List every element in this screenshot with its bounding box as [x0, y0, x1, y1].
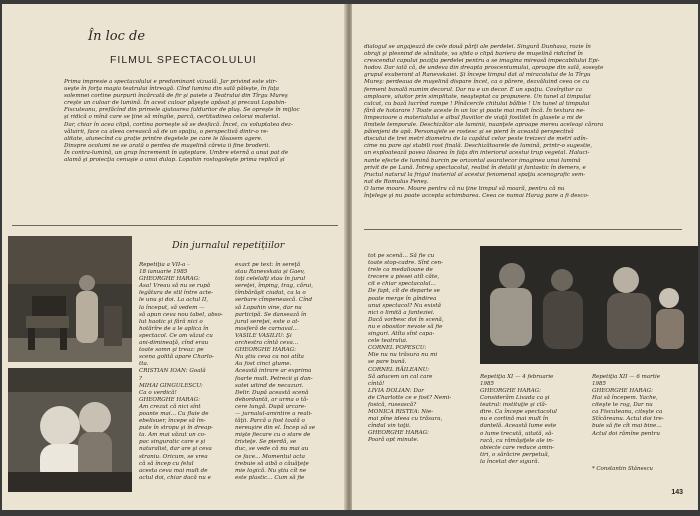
- article-continuation-line: limitele temporale. Deschizător ale luminii, nuanţele aproape mereu aceleaşi cărora: [364, 122, 604, 129]
- article-body-line: ueşte în forţa magia teatrului întreagă. Cînd lumina din sală păleşte, în faţa: [64, 86, 279, 93]
- section-title: Din jurnalul repetițiilor: [172, 240, 285, 251]
- right-column-a-line: CORNEL RĂILEANU:: [368, 366, 430, 373]
- diary-column-a-line: le unu şi doi. La actul II,: [139, 297, 209, 304]
- diary-column-b-line: Nu ştiu ceva ca noi atîta: [235, 354, 305, 361]
- article-continuation-line: amploare, uluitor prin simplitate, neaşteptat ca propunere. Un tunel al timpului: [364, 93, 591, 100]
- right-column-b-line: GHEORGHE HARAG:: [480, 388, 541, 394]
- diary-column-b-line: tristeţe. Se pierdă, se: [235, 439, 297, 446]
- diary-column-a-line: ebelisuer, începe să îm-: [139, 418, 206, 425]
- article-continuation-line: hodov. Dar iată că, de undeva din dreapta prosceniumului, aproape din sală, soseşte: [364, 65, 604, 72]
- right-column-b-line: racă, cu rămăşiţele ale in-: [480, 437, 554, 444]
- article-continuation-line: crescendul capului poziţia perdelei pentru a se imagina mireasă impecabilului Epi-: [364, 58, 600, 65]
- right-column-c-line: ca Fiscuteanu, citeşte ca: [592, 409, 663, 416]
- right-column-c: [592, 388, 684, 438]
- article-continuation-line: limpezioare a materialului e albul fluviilor de viaţă fosilitet în glasele a mi de: [364, 114, 583, 121]
- diary-column-a-line: poante mai... Cu fluie de: [139, 410, 209, 417]
- diary-column-b-line: Au fost cinci glume.: [235, 361, 292, 368]
- diary-column-b-line: exact pe text: în sereţă: [235, 262, 301, 268]
- diary-column-a-line: MIHAI GINGULESCU:: [139, 382, 203, 389]
- diary-column-a-line: naturalist, dar are şi ceva: [139, 446, 212, 453]
- right-column-a-line: trele ca medalioane de: [368, 267, 433, 274]
- signature: * Constantin Stănescu: [592, 466, 653, 472]
- right-column-a-line: tot pe scenă... Să fie cu: [368, 253, 435, 259]
- article-continuation-line: privit de pe Lună. Întreg spectacolul, realist în detalii şi fantastic în demers, e: [364, 164, 586, 171]
- article-body-line: solemnei cortine purpurii încărcată de fir şi paiete a Teatrului din Tîrgu Mureş: [64, 93, 288, 100]
- diary-column-b-line: GHEORGHE HARAG:: [235, 347, 296, 354]
- article-continuation-line: Mureş: perdeaua de muşelină dispare încet, ca o părere, dezvăluind ceea ce cu: [364, 79, 590, 86]
- right-column-c-header: [592, 374, 684, 388]
- right-column-c-header-line: 1985: [592, 381, 606, 387]
- right-column-b-line: nu e cortină mai mult în: [480, 416, 549, 423]
- diary-column-a: [139, 262, 229, 482]
- section-divider-right: [364, 229, 682, 230]
- article-continuation-line: nante efecte de lumină burcin pe orizontal asuratecor imaginea unui lumină: [364, 157, 581, 164]
- diary-column-b-line: toţi celelalţi stau în jurul: [235, 276, 306, 283]
- diary-column-b-line: VASILE VASILIU: Şi: [235, 332, 292, 339]
- diary-column-a-line: la început, să vedem —: [139, 304, 205, 311]
- right-column-b-line: o lume trecută, uitată, să-: [480, 430, 554, 437]
- article-continuation-line: culcat, cu bază lucrînd rampe ! Pînăcercle chitului bălbie ! Un tunel al timpului: [364, 100, 590, 107]
- diary-column-b-line: participă. Se dansează în: [235, 311, 307, 318]
- article-continuation-line: fructul naturul la frigul inuterial al acestui fenomenal spaţiu scenografic sem-: [364, 171, 586, 178]
- rehearsal-photo-right: [480, 246, 698, 364]
- right-column-a-line: cit e chiar spectacolul...: [368, 281, 436, 288]
- article-continuation-line: cime nu pare aşi stabili rost finală. Deschizătoarele de lumină, printr-o sugestie,: [364, 143, 593, 150]
- right-column-a-line: singuri. Atîta sînt capa-: [368, 331, 435, 338]
- rehearsal-photo-bottom-image: [8, 368, 132, 492]
- diary-column-a-line: tta.: [139, 361, 149, 368]
- article-continuation-line: fără de hotarare ! Toate aceste în un loc şi poate mai mult încă. În textura ne-: [364, 107, 585, 114]
- article-body-line: Fiscuteanu, prefăcînd din primele ajutoarea falduriior de pluş. Se opreşte în mijloc: [64, 107, 300, 114]
- right-column-b-line: tiri, o sărăcire perpetuă,: [480, 451, 550, 458]
- right-column-b-line: la încetat der sigură.: [480, 458, 540, 465]
- diary-column-a-line: legătura de stil între acte-: [139, 290, 214, 297]
- left-page: [2, 4, 346, 510]
- article-body-line: În contra-lumină, un grup încremenit în aşteptare. Umbre eternă a unui pat de: [64, 149, 289, 156]
- article-body-line: creşte un culoar de lumină. În acest culoar păşeşte apăsat şi precaut Lopahin-: [64, 100, 287, 107]
- article-kicker: În loc de: [88, 29, 146, 44]
- diary-column-a-line: scena golită apare Charlo-: [139, 354, 214, 361]
- right-column-c-line: buie să fie cît mai bine...: [592, 423, 662, 430]
- diary-column-a-line: ani-dimineaţă, cînd erau: [139, 340, 209, 347]
- right-column-a-line: unui spectacol? Nu există: [368, 302, 441, 309]
- article-headline: FILMUL SPECTACOLULUI: [110, 54, 257, 66]
- article-body-line: Prima impresie a spectacolului e predominant vizuală. Jar privind este stir-: [64, 79, 278, 85]
- article-body-line: văluirii, face ca aleea cerească să de un spaţiu, o perspectivă dintr-o re-: [64, 128, 269, 135]
- article-body: [64, 79, 322, 164]
- diary-column-a-line: Ca o verdică!: [139, 389, 177, 396]
- right-column-c-line: GHEORGHE HARAG:: [592, 388, 653, 394]
- diary-column-a-line: spectacol. Ce am văzut cu: [139, 332, 213, 339]
- right-column-b: [480, 388, 586, 466]
- diary-column-b-line: mişte fiecare cu o stare de: [235, 432, 311, 439]
- diary-column-a-line: pute în stropu şi în dreap-: [139, 425, 213, 432]
- section-divider: [12, 225, 338, 226]
- diary-column-b-line: să Lopahin vine, dar nu: [235, 304, 302, 311]
- right-column-a-line: De fapt, cît de departe se: [368, 288, 440, 295]
- diary-column-a-line: ta. Am mai văzut un co-: [139, 432, 206, 439]
- rehearsal-photo-bottom: [8, 368, 132, 492]
- right-column-a-line: MONICA RISTEA: Nie-: [368, 409, 434, 416]
- right-column-c-line: Hai să începem. Yache,: [592, 395, 658, 402]
- diary-column-a-line: pac singuratic care e şi: [139, 439, 206, 446]
- diary-column-b-line: serbare cîmpenească. Cînd: [235, 297, 313, 304]
- rehearsal-photo-top-image: [8, 236, 132, 362]
- right-column-c-line: citeşte te rog, Dar nu: [592, 402, 653, 409]
- diary-column-b-line: nereuşire din el. Încep să se: [235, 425, 316, 432]
- diary-column-a-line: hotărîre de a le aplica în: [139, 325, 209, 332]
- diary-column-a-line: că să încep cu felul: [139, 460, 194, 467]
- diary-column-b-line: cere lungă. După urcare-: [235, 403, 307, 410]
- article-body-line: alamă şi proiecţia cenuşie a unui dulap. Lopahin rostogoleşte prima replică şi: [64, 157, 285, 164]
- article-continuation-line: discului de trei metri diametru de la capătul celor peste treizeci de metri adîn-: [364, 136, 588, 143]
- diary-column-b-line: trebuie să aibă o căuăţeţe: [235, 460, 309, 467]
- right-column-a-line: Să aducem un cal care: [368, 373, 433, 380]
- right-column-a: [368, 253, 470, 445]
- right-column-a-line: se pare bună.: [368, 359, 407, 366]
- right-column-c-line: Actul doi rămîne pentru: [592, 430, 660, 437]
- right-column-a-line: CORNEL POPESCU:: [368, 345, 427, 352]
- diary-column-b-line: — jurnalul-amintire a reali-: [235, 410, 313, 417]
- right-column-a-line: Poară opt minute.: [368, 437, 419, 444]
- article-body-line: alitate, alunecînd cu grație printre degetele pe care le lăsasem agere.: [64, 135, 263, 142]
- right-column-b-line: dantelă. Această lume este: [480, 423, 557, 430]
- right-column-a-line: Dacă vorbesc doi în scenă,: [368, 316, 444, 323]
- article-body-line: Dinspre ocolumi ne se arată o perdea de muşelină căreia ii fine broderii.: [64, 142, 271, 149]
- right-column-a-line: cele teatrului.: [368, 338, 408, 345]
- right-column-b-header: [480, 374, 586, 388]
- article-continuation-line: un exploatează pavea lăsarea în faţa din interiorul acestui trup vegetal. Haluci-: [364, 150, 590, 157]
- diary-column-b-line: mosferă de carnaval...: [235, 325, 299, 332]
- diary-column-a-line: CRISTIAN IOAN: Goală: [139, 368, 206, 375]
- diary-column-b: [235, 262, 338, 482]
- diary-column-a-line: GHEORGHE HARAG:: [139, 276, 200, 283]
- right-column-a-line: Mie nu nu trăsura nu mi: [368, 352, 438, 359]
- article-continuation-line: obraji şi plesnind de sănătate, va sfida o clipă bariera de muşelină ridicînd în: [364, 51, 583, 58]
- diary-column-b-line: debordantă, ar urma o tă-: [235, 396, 309, 403]
- diary-column-b-line: tîmbărăşit ciudat, ca la o: [235, 290, 306, 297]
- article-continuation-line: înţelege şi nu poate accepta schimbarea. Ceea ce numai Harag pare a fi desco-: [364, 192, 589, 199]
- diary-column-a-line: straniu. Oricum, se vrea: [139, 453, 208, 460]
- article-continuation-line: nat de Romulus Feneş.: [364, 178, 429, 185]
- diary-column-b-line: jurul sereţei, este o at-: [235, 318, 300, 325]
- article-continuation-line: grupul exuberant al Ranevskaiei. Şi începe timpul dat al miracolului de la Tîrgu: [364, 72, 591, 79]
- article-continuation-line: ferment banală numim decorul. Dar nu e un decor. E un spaţiu. Covîrşitor ca: [364, 86, 583, 93]
- right-column-c-line: Stîcăreanu. Actul doi tre-: [592, 416, 664, 423]
- right-column-a-line: LIVIA DOLIAN: Dar: [368, 387, 424, 394]
- diary-column-a-line: ?: [139, 375, 142, 382]
- diary-column-b-line: mie logică. Nu ştiu cît ne: [235, 467, 307, 474]
- diary-column-b-line: duc, se vede că nu mai au: [235, 446, 309, 453]
- right-column-a-line: nici o limită a fanteziei.: [368, 309, 435, 316]
- article-continuation-line: păienjeni de apă. Personajele se rostesc şi se pierd în această perspectivă: [364, 129, 574, 136]
- right-column-b-line: teatrul: instituţie şi clă-: [480, 402, 547, 409]
- right-column-b-header-line: Repetiţia XI — 4 februarie: [480, 374, 554, 380]
- right-column-b-line: dire. Ca începe spectacolul: [480, 409, 557, 416]
- right-column-a-line: toate stop-cadre. Sînt cen-: [368, 260, 444, 267]
- diary-column-b-line: foarte mult. Petrecii şi dan-: [235, 375, 313, 382]
- diary-column-b-line: Această intrare ar exprima: [235, 368, 312, 375]
- diary-column-a-line: lut haotic şi fără nici o: [139, 318, 203, 325]
- right-column-a-line: cîndul vin toţii.: [368, 423, 411, 430]
- diary-column-a-line: actul doi, chiar dacă nu e: [139, 474, 211, 481]
- article-continuation-line: dialogul se angajează de cele două părţi ale perdelei. Singură Dunhasa, rozie în: [364, 44, 591, 50]
- article-continuation: [364, 44, 682, 200]
- right-column-b-header-line: 1985: [480, 381, 494, 387]
- diary-column-a-line: să apun ceva nou tabel, abso-: [139, 311, 223, 318]
- article-body-line: Dar, chiar în acea clipă, cortina porneşte să se desfacă. Încet, cu voluptatea dez-: [64, 121, 293, 128]
- diary-column-a-line: Repetiţia a VII-a –: [139, 262, 190, 268]
- diary-column-a-line: Am crezut că nici sînt: [139, 403, 201, 410]
- diary-column-a-line: toate somn şi treaz: pe: [139, 347, 204, 354]
- right-column-a-line: GHEORGHE HARAG:: [368, 430, 429, 437]
- right-column-a-line: trecere a piesei atît căte,: [368, 274, 440, 281]
- diary-column-b-line: ce face... Momentul acta: [235, 453, 305, 460]
- right-column-b-line: Considerăm Livada ca şi: [480, 395, 550, 402]
- right-column-c-header-line: Repetiţia XII — 6 martie: [592, 374, 660, 380]
- diary-column-b-line: satei uitind de necazuri.: [235, 382, 304, 389]
- article-continuation-line: O lume moare. Moare pentru că nu ţine timpul să moară, pentru că nu: [364, 185, 565, 192]
- right-column-a-line: cîntă!: [368, 380, 385, 387]
- diary-column-b-line: sereţei, împing, trag, cărui,: [235, 283, 313, 290]
- diary-column-a-line: 18 ianuarie 1985: [139, 269, 188, 276]
- diary-column-b-line: tăţii. Parcă a fost toată o: [235, 418, 305, 425]
- rehearsal-photo-right-image: [480, 246, 698, 364]
- diary-column-b-line: este plastic... Cum să fie: [235, 474, 305, 481]
- right-column-a-line: nu e obositor nevoie să fie: [368, 323, 443, 330]
- right-column-a-line: mai pîne ideea cu trăsura,: [368, 416, 443, 423]
- right-column-b-line: obiecte care reduce amin-: [480, 444, 555, 451]
- right-column-a-line: fosică, rusească?: [368, 401, 417, 408]
- right-column-a-line: de Charlotte ce e fost? Nemi-: [368, 394, 452, 401]
- diary-column-a-line: GHEORGHE HARAG:: [139, 396, 200, 403]
- diary-column-a-line: acesta ceva mai mult de: [139, 467, 208, 474]
- page-number: 143: [671, 489, 683, 496]
- rehearsal-photo-top: [8, 236, 132, 362]
- article-body-line: şi ridică o mînă care se ţine să mîngîie, parcă, certitudinea celorui material.: [64, 114, 281, 121]
- diary-column-b-line: stau Ranevskaia şi Gaev,: [235, 269, 305, 276]
- right-page: [352, 4, 698, 510]
- right-column-a-line: poate merge în gîndirea: [368, 295, 437, 302]
- diary-column-b-line: orchestra cîntă ceva...: [235, 340, 299, 347]
- diary-column-b-line: Delir. După această scenă: [235, 389, 309, 396]
- diary-column-a-line: Asa! Vreau să nu se rupă: [139, 283, 211, 290]
